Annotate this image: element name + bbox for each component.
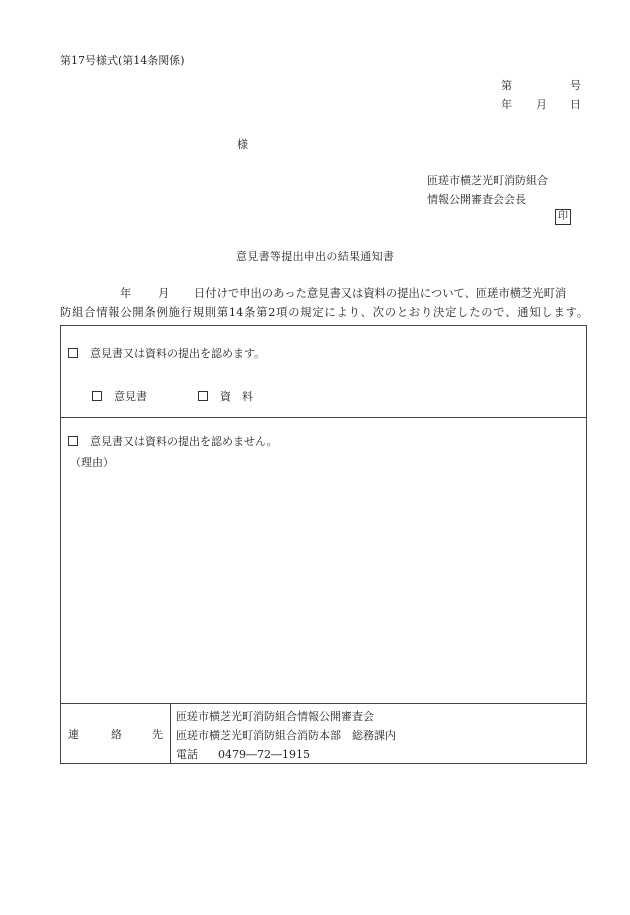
body-month-label: 月 <box>158 287 170 300</box>
doc-number-suffix: 号 <box>570 79 581 92</box>
divider <box>61 703 586 704</box>
divider <box>170 703 171 763</box>
sub-option-opinion-label: 意見書 <box>114 390 147 403</box>
approve-checkbox[interactable] <box>68 348 78 358</box>
addressee-suffix: 様 <box>237 138 248 151</box>
sub-option-materials <box>198 388 253 404</box>
issuer-title: 情報公開審査会会長 <box>427 193 526 206</box>
contact-label-char: 連 <box>68 728 79 741</box>
date-month-label: 月 <box>536 98 547 111</box>
date-day-label: 日 <box>570 98 581 111</box>
opinion-checkbox[interactable] <box>92 391 102 401</box>
phone-label: 電話 <box>176 748 198 761</box>
sub-option-materials-label: 資 料 <box>220 390 253 403</box>
approve-option-label: 意見書又は資料の提出を認めます。 <box>90 347 266 360</box>
issuer-organization: 匝瑳市横芝光町消防組合 <box>427 174 548 187</box>
contact-phone <box>176 746 310 762</box>
deny-checkbox[interactable] <box>68 436 78 446</box>
body-line-1-text: 日付けで申出のあった意見書又は資料の提出について、匝瑳市横芝光町消 <box>194 287 567 300</box>
seal-mark: 印 <box>555 209 571 225</box>
sub-option-opinion <box>92 388 147 404</box>
deny-option <box>68 433 278 449</box>
body-year-label: 年 <box>120 287 132 300</box>
date-year-label: 年 <box>501 98 512 111</box>
phone-number: 0479―72―1915 <box>218 748 310 761</box>
deny-option-label: 意見書又は資料の提出を認めません。 <box>90 435 278 448</box>
decision-table <box>60 325 587 764</box>
contact-line-1: 匝瑳市横芝光町消防組合情報公開審査会 <box>176 710 374 723</box>
body-line-2-text: 防組合情報公開条例施行規則第14条第2項の規定により、次のとおり決定したので、通知します。 <box>60 306 588 319</box>
contact-label-char: 絡 <box>111 728 122 741</box>
document-title: 意見書等提出申出の結果通知書 <box>236 250 395 263</box>
doc-number-prefix: 第 <box>501 79 512 92</box>
contact-label-char: 先 <box>152 728 163 741</box>
divider <box>61 417 586 418</box>
contact-line-2: 匝瑳市横芝光町消防組合消防本部 総務課内 <box>176 729 396 742</box>
materials-checkbox[interactable] <box>198 391 208 401</box>
body-text-line-2 <box>60 304 588 320</box>
reason-label: （理由） <box>70 456 114 469</box>
form-number: 第17号様式(第14条関係) <box>60 54 185 67</box>
approve-option <box>68 345 265 361</box>
